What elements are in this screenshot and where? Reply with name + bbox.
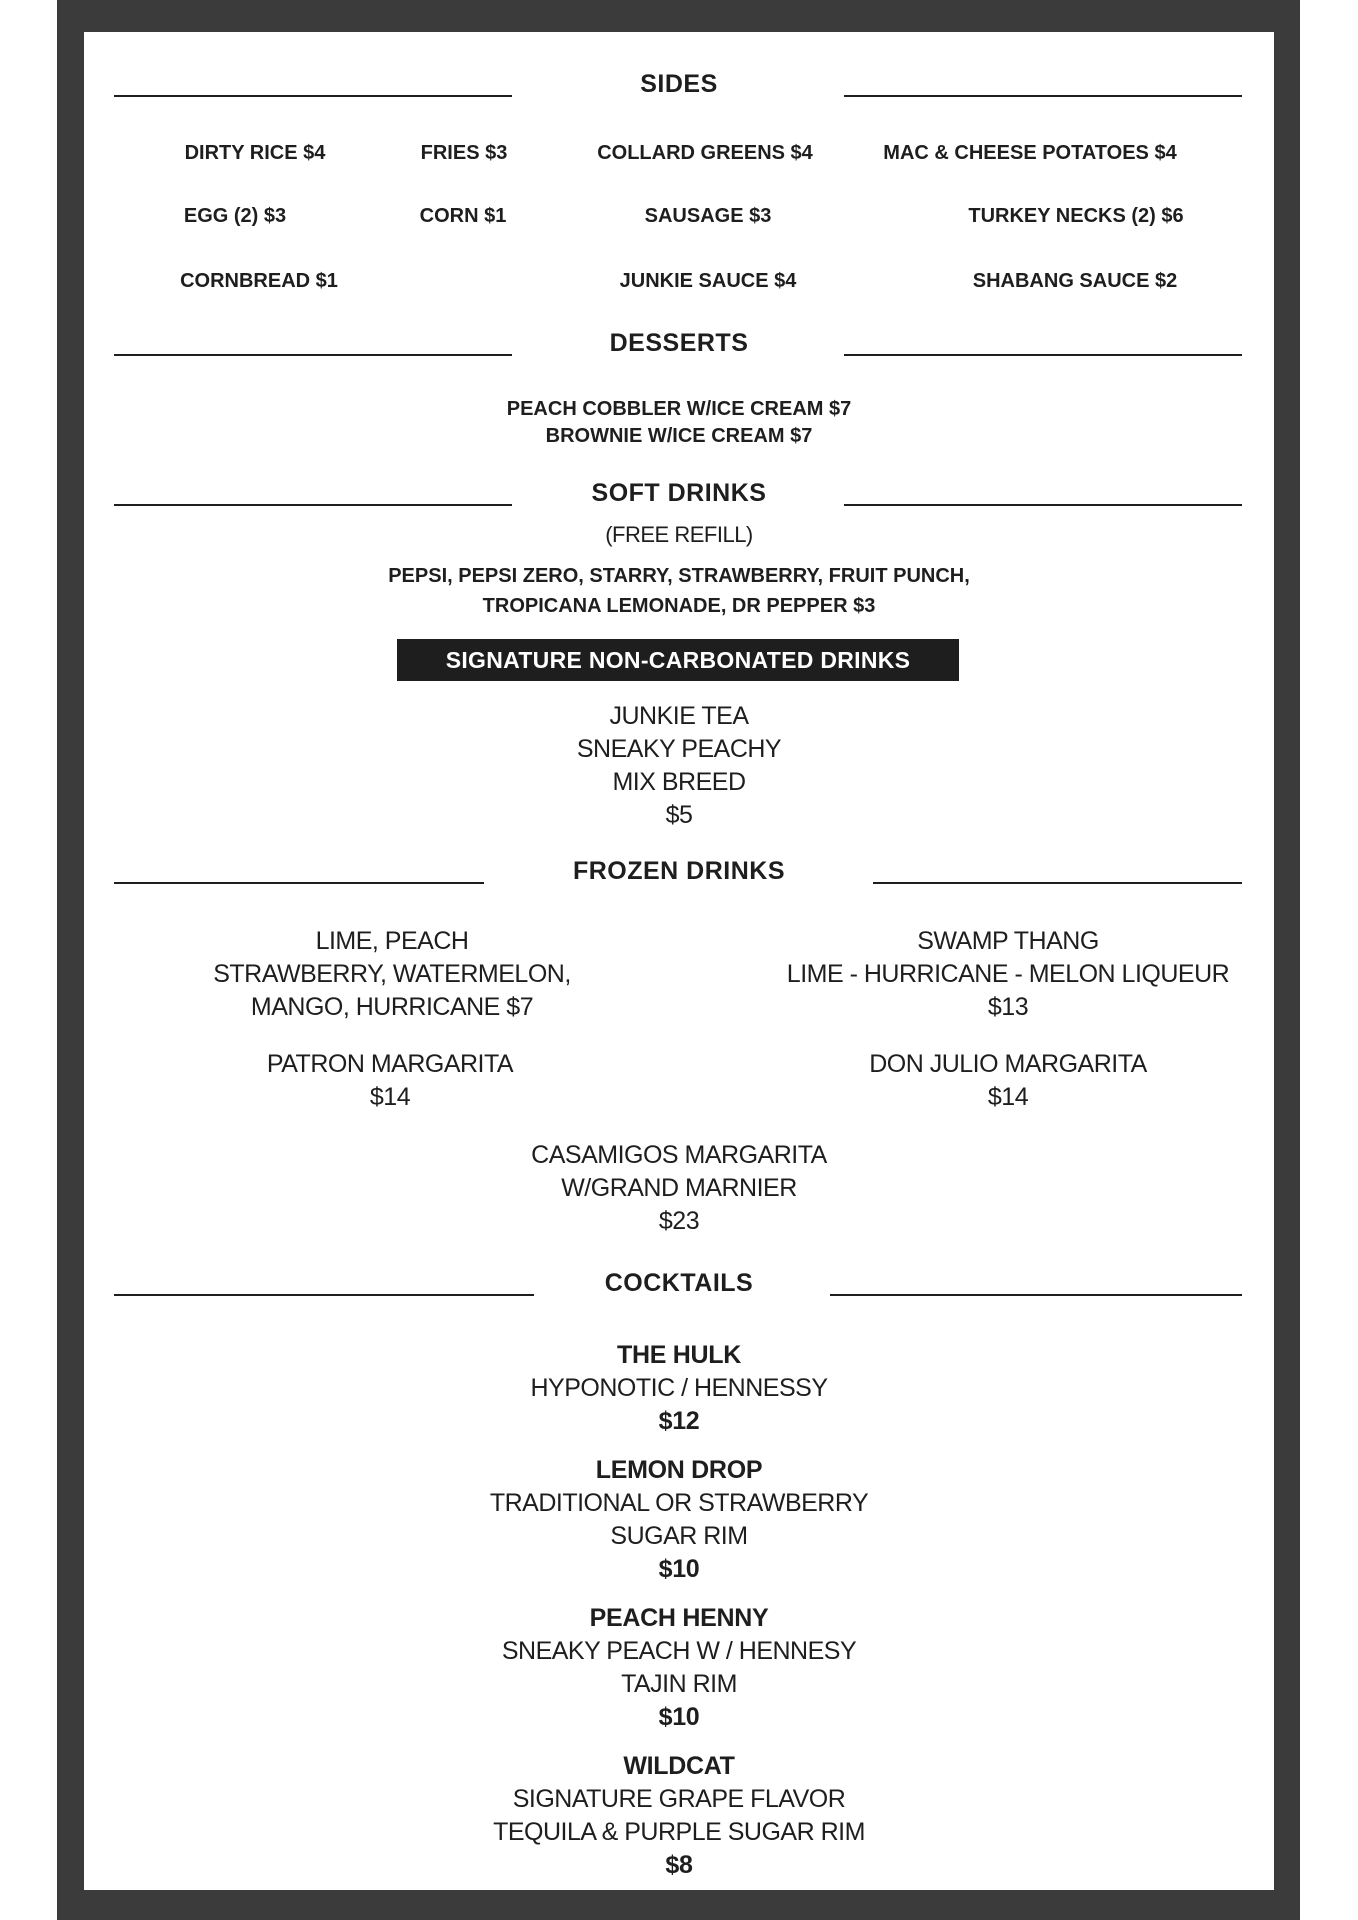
- frozen-line: STRAWBERRY, WATERMELON,: [213, 960, 571, 988]
- frozen-line: $14: [987, 1083, 1029, 1111]
- frozen-line: SWAMP THANG: [917, 927, 1099, 955]
- free-refill-note: (FREE REFILL): [605, 522, 753, 547]
- soft-drinks-line: PEPSI, PEPSI ZERO, STARRY, STRAWBERRY, FRUIT PUNCH,: [388, 565, 970, 587]
- don-julio-margarita-block: [869, 1048, 1147, 1114]
- cocktail-description: TEQUILA & PURPLE SUGAR RIM: [493, 1818, 865, 1846]
- cocktail-description: SUGAR RIM: [610, 1522, 748, 1550]
- frozen-line: MANGO, HURRICANE $7: [250, 993, 534, 1021]
- signature-price: $5: [665, 801, 693, 829]
- frozen-line: LIME, PEACH: [315, 927, 469, 955]
- cocktail-name: THE HULK: [617, 1341, 741, 1369]
- side-item: JUNKIE SAUCE $4: [619, 270, 797, 292]
- frozen-line: PATRON MARGARITA: [266, 1050, 514, 1078]
- signature-drink: SNEAKY PEACHY: [576, 735, 782, 763]
- frozen-line: W/GRAND MARNIER: [561, 1174, 797, 1202]
- signature-heading: SIGNATURE NON-CARBONATED DRINKS: [397, 639, 959, 681]
- side-item: COLLARD GREENS $4: [597, 142, 813, 164]
- cocktails-heading: COCKTAILS: [604, 1269, 754, 1297]
- soft-drinks-line: TROPICANA LEMONADE, DR PEPPER $3: [482, 595, 876, 617]
- menu-page: [84, 32, 1274, 1890]
- swamp-thang-block: [787, 925, 1229, 1024]
- side-item: CORN $1: [419, 205, 507, 227]
- cocktail-price: $8: [665, 1851, 693, 1879]
- signature-drink: MIX BREED: [612, 768, 746, 796]
- cocktail-price: $10: [658, 1703, 700, 1731]
- cocktail-price: $10: [658, 1555, 700, 1583]
- side-item: SAUSAGE $3: [644, 205, 772, 227]
- cocktail-description: TAJIN RIM: [621, 1670, 737, 1698]
- cocktail-name: LEMON DROP: [595, 1456, 763, 1484]
- cocktail-description: SNEAKY PEACH W / HENNESY: [501, 1637, 857, 1665]
- casamigos-margarita-block: [531, 1139, 827, 1238]
- frozen-line: CASAMIGOS MARGARITA: [531, 1141, 827, 1169]
- side-item: CORNBREAD $1: [180, 270, 338, 292]
- cocktail-description: TRADITIONAL OR STRAWBERRY: [489, 1489, 869, 1517]
- desserts-heading: DESSERTS: [609, 329, 749, 357]
- patron-margarita-block: [267, 1048, 513, 1114]
- frozen-drinks-heading: FROZEN DRINKS: [572, 857, 786, 885]
- frozen-line: $23: [658, 1207, 700, 1235]
- frozen-line: DON JULIO MARGARITA: [869, 1050, 1147, 1078]
- dessert-item: BROWNIE W/ICE CREAM $7: [545, 425, 813, 447]
- side-item: TURKEY NECKS (2) $6: [968, 205, 1184, 227]
- cocktail-description: HYPONOTIC / HENNESSY: [530, 1374, 828, 1402]
- cocktail-price: $12: [658, 1407, 700, 1435]
- signature-drink: JUNKIE TEA: [609, 702, 749, 730]
- frozen-line: $13: [987, 993, 1029, 1021]
- side-item: SHABANG SAUCE $2: [972, 270, 1178, 292]
- sides-heading: SIDES: [640, 70, 718, 98]
- cocktail-description: SIGNATURE GRAPE FLAVOR: [512, 1785, 846, 1813]
- side-item: MAC & CHEESE POTATOES $4: [883, 142, 1177, 164]
- dessert-item: PEACH COBBLER W/ICE CREAM $7: [506, 398, 852, 420]
- cocktail-name: WILDCAT: [623, 1752, 735, 1780]
- side-item: FRIES $3: [420, 142, 508, 164]
- side-item: DIRTY RICE $4: [184, 142, 326, 164]
- soft-drinks-heading: SOFT DRINKS: [591, 479, 767, 507]
- frozen-flavors-block: [213, 925, 571, 1024]
- frozen-line: LIME - HURRICANE - MELON LIQUEUR: [786, 960, 1230, 988]
- frozen-line: $14: [369, 1083, 411, 1111]
- side-item: EGG (2) $3: [183, 205, 287, 227]
- cocktail-name: PEACH HENNY: [589, 1604, 769, 1632]
